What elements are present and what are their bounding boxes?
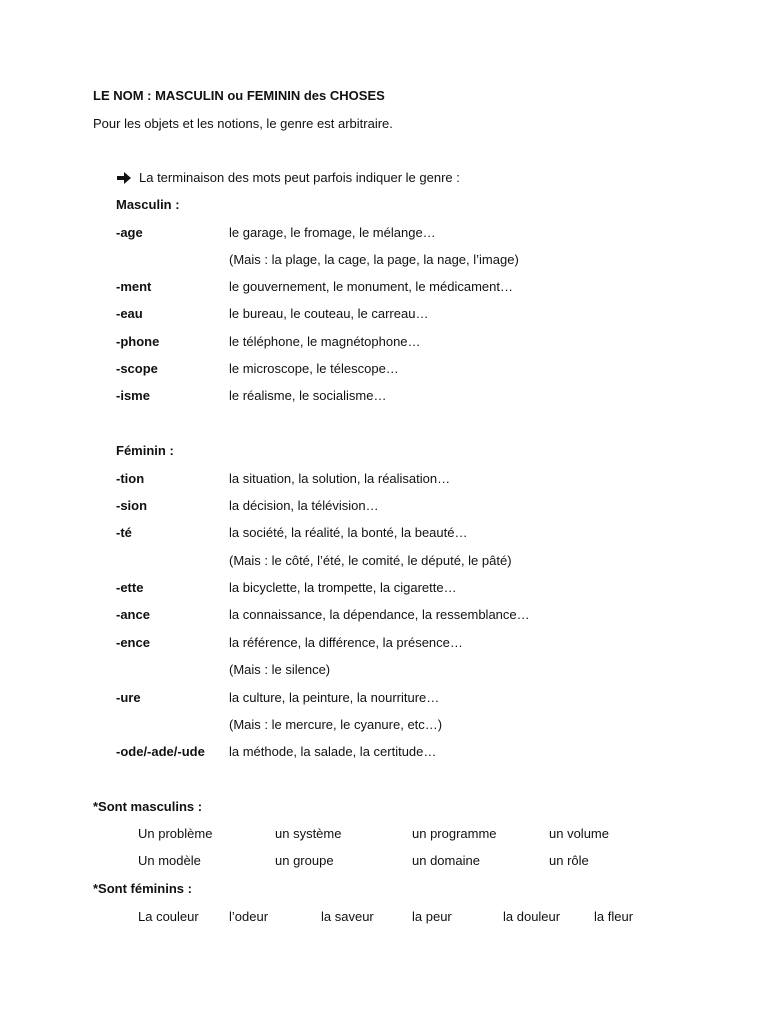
feminin-examples: la société, la réalité, la bonté, la beauté… [229, 525, 468, 540]
sont-feminins-heading: *Sont féminins : [93, 881, 192, 896]
masculin-examples: le réalisme, le socialisme… [229, 388, 387, 403]
feminin-exception: (Mais : le côté, l’été, le comité, le député, le pâté) [229, 553, 512, 568]
masculine-word: un volume [549, 826, 609, 841]
intro-text: Pour les objets et les notions, le genre est arbitraire. [93, 116, 393, 131]
feminine-word: La couleur [138, 909, 199, 924]
feminin-suffix: -té [116, 525, 132, 540]
feminin-suffix: -ode/-ade/-ude [116, 744, 205, 759]
masculine-word: Un problème [138, 826, 213, 841]
masculin-suffix: -isme [116, 388, 150, 403]
masculin-examples: le bureau, le couteau, le carreau… [229, 306, 429, 321]
masculin-suffix: -scope [116, 361, 158, 376]
feminine-word: la douleur [503, 909, 561, 924]
feminin-suffix: -ure [116, 690, 141, 705]
masculin-examples: le microscope, le télescope… [229, 361, 399, 376]
feminin-examples: la décision, la télévision… [229, 498, 379, 513]
document-title: LE NOM : MASCULIN ou FEMININ des CHOSES [93, 88, 385, 103]
feminine-word: la peur [412, 909, 452, 924]
masculin-examples: le garage, le fromage, le mélange… [229, 225, 436, 240]
masculin-suffix: -phone [116, 334, 160, 349]
masculin-examples: le téléphone, le magnétophone… [229, 334, 421, 349]
feminin-exception: (Mais : le mercure, le cyanure, etc…) [229, 717, 443, 732]
feminin-examples: la référence, la différence, la présence… [229, 635, 463, 650]
feminin-exception: (Mais : le silence) [229, 662, 331, 677]
feminin-suffix: -ance [116, 607, 150, 622]
feminin-suffix: -ence [116, 635, 150, 650]
feminine-word: l’odeur [229, 909, 269, 924]
feminine-word: la fleur [594, 909, 634, 924]
feminin-suffix: -sion [116, 498, 148, 513]
feminin-suffix: -tion [116, 471, 145, 486]
masculin-heading: Masculin : [116, 197, 180, 212]
feminin-suffix: -ette [116, 580, 144, 595]
masculin-suffix: -ment [116, 279, 152, 294]
feminine-word: la saveur [321, 909, 374, 924]
feminin-heading: Féminin : [116, 443, 174, 458]
feminin-examples: la situation, la solution, la réalisation… [229, 471, 451, 486]
masculin-examples: le gouvernement, le monument, le médicament… [229, 279, 513, 294]
feminin-examples: la bicyclette, la trompette, la cigarette… [229, 580, 457, 595]
masculine-word: un système [275, 826, 342, 841]
masculin-suffix: -eau [116, 306, 143, 321]
masculine-word: Un modèle [138, 853, 201, 868]
feminin-examples: la connaissance, la dépendance, la ressemblance… [229, 607, 530, 622]
masculin-exception: (Mais : la plage, la cage, la page, la nage, l’image) [229, 252, 519, 267]
masculine-word: un domaine [412, 853, 480, 868]
masculine-word: un programme [412, 826, 497, 841]
sont-masculins-heading: *Sont masculins : [93, 799, 203, 814]
masculine-word: un rôle [549, 853, 589, 868]
masculine-word: un groupe [275, 853, 334, 868]
hint-text: La terminaison des mots peut parfois indiquer le genre : [139, 170, 460, 185]
right-arrow-icon [116, 170, 132, 186]
masculin-suffix: -age [116, 225, 143, 240]
feminin-examples: la culture, la peinture, la nourriture… [229, 690, 440, 705]
feminin-examples: la méthode, la salade, la certitude… [229, 744, 437, 759]
